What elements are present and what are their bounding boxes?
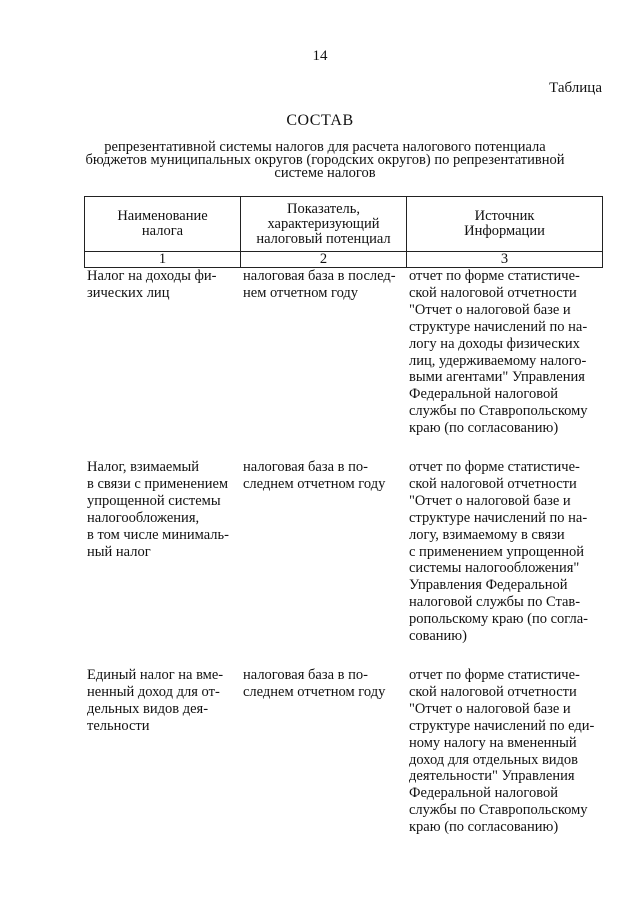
row-1-indicator: налоговая база в послед- нем отчетном году [243, 268, 396, 301]
table-header-row [85, 197, 603, 252]
document-subtitle: репрезентативной системы налогов для расчета налогового потенциала бюджетов муниципальных округов (городских округов) по репрезентативной системе налогов [85, 139, 565, 181]
row-3-indicator: налоговая база в по- следнем отчетном году [243, 667, 386, 700]
header-indicator: Показатель, характеризующий налоговый потенциал [241, 197, 407, 252]
header-source: Источник Информации [407, 197, 603, 252]
row-2-tax-name: Налог, взимаемый в связи с применением упрощенной системы налогообложения, в том числе минималь- ный налог [87, 459, 229, 560]
table-label: Таблица [549, 80, 602, 96]
row-3-tax-name: Единый налог на вме- ненный доход для от- дельных видов дея- тельности [87, 667, 224, 734]
row-2-indicator: налоговая база в по- следнем отчетном году [243, 459, 386, 492]
row-2-source: отчет по форме статистиче- ской налоговой отчетности "Отчет о налоговой базе и структуре начислений по на- логу, взимаемому в связи с применением упрощенной системы налогообложения" Управления Федеральной налоговой службы по Став- ропольскому краю (по согла- сованию) [409, 459, 588, 645]
row-3-source: отчет по форме статистиче- ской налоговой отчетности "Отчет о налоговой базе и структуре начислений по еди- ному налогу на вмененный доход для отдельных видов деятельности" Управления Федеральной налоговой службы по Ставропольскому краю (по согласованию) [409, 667, 595, 836]
column-number-row [85, 252, 603, 268]
row-1-tax-name: Налог на доходы фи- зических лиц [87, 268, 217, 301]
tax-table-header [84, 196, 603, 268]
column-number: 3 [407, 252, 603, 268]
document-title: СОСТАВ [286, 112, 354, 129]
page-number: 14 [312, 48, 328, 64]
column-number: 2 [241, 252, 407, 268]
header-tax-name: Наименование налога [85, 197, 241, 252]
row-1-source: отчет по форме статистиче- ской налоговой отчетности "Отчет о налоговой базе и структуре начислений по на- логу на доходы физических лиц, удерживаемому налого- выми агентами" Управления Федеральной налоговой службы по Ставропольскому краю (по согласованию) [409, 268, 588, 437]
column-number: 1 [85, 252, 241, 268]
